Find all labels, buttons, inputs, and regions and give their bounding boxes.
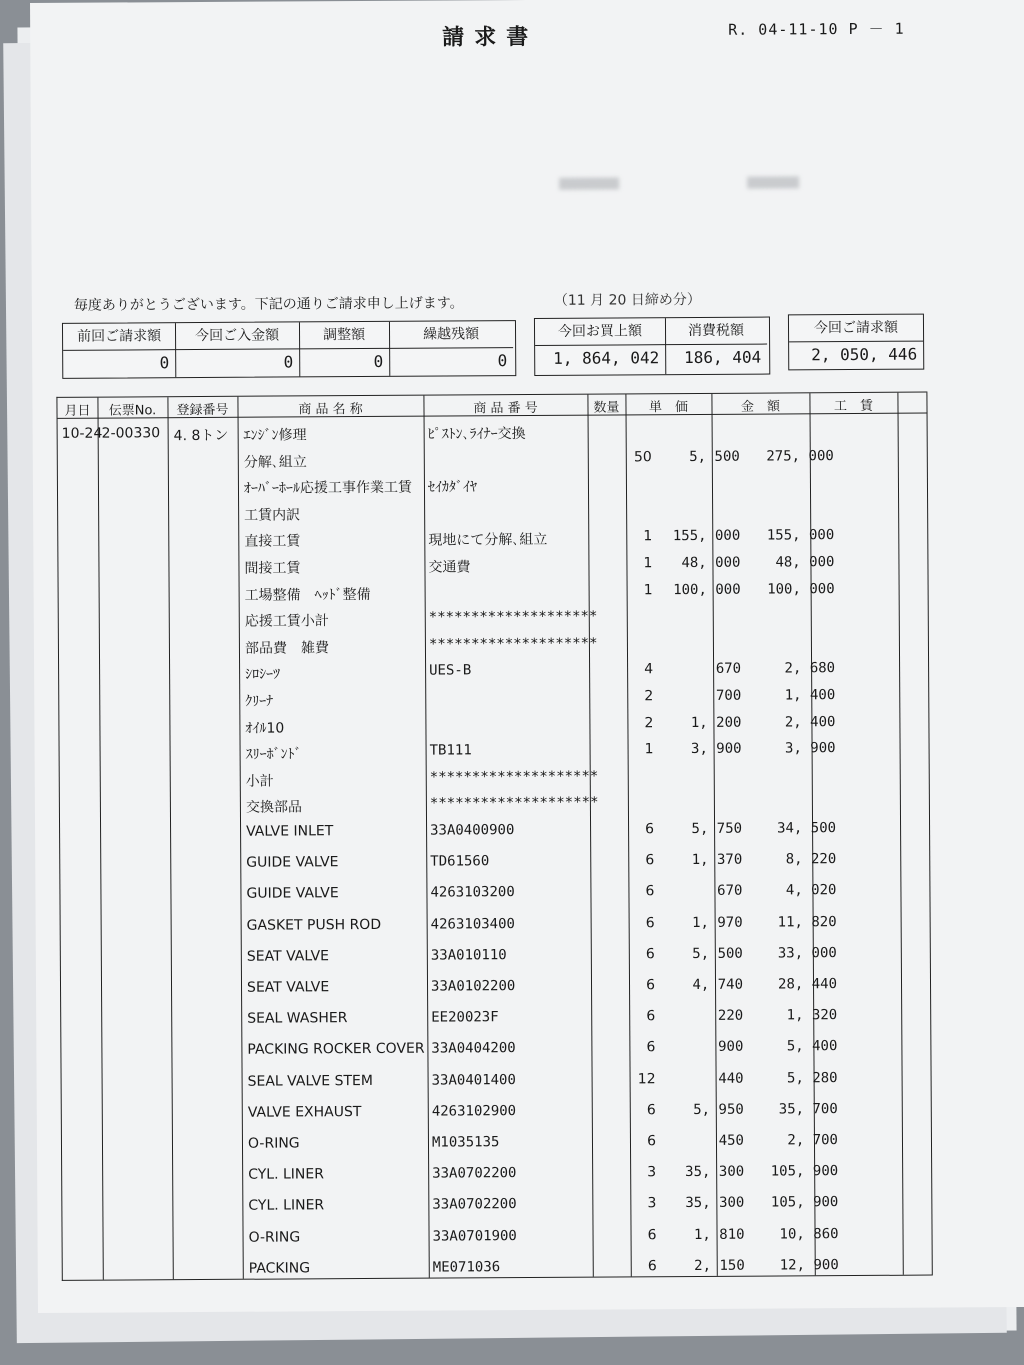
cell-amount: 8, 220: [785, 851, 837, 868]
table-row: [62, 1096, 932, 1127]
cell-price: 1, 370: [691, 851, 743, 869]
cell-name: CYL. LINER: [248, 1166, 324, 1183]
cell-code: ｾｲｶﾀﾞｲﾔ: [427, 479, 478, 496]
cell-qty: 1: [643, 555, 653, 572]
cell-amount: 3, 900: [784, 740, 836, 757]
cell-amount: 155, 000: [766, 527, 835, 544]
cell-amount: 33, 000: [777, 944, 837, 962]
cell-code: 現地にて分解､組立: [428, 532, 548, 550]
cell-amount: [744, 474, 834, 475]
col-qty: 数量: [593, 400, 620, 416]
cell-amount: 28, 440: [777, 976, 838, 993]
cell-price: 5, 950: [693, 1101, 744, 1118]
payment-received-cell: 今回ご入金額 0: [175, 322, 300, 377]
cell-price: 670: [717, 883, 743, 900]
cell-amount: 34, 500: [777, 820, 837, 837]
cell-amount: [746, 767, 836, 768]
cell-name: 応援工賃小計: [244, 613, 329, 630]
cell-name: 工賃内訳: [244, 507, 301, 524]
cell-name: ｽﾘｰﾎﾞﾝﾄﾞ: [245, 746, 302, 763]
cell-price: 35, 300: [685, 1163, 745, 1181]
cell-qty: 1: [643, 581, 653, 598]
cell-qty: 6: [645, 946, 655, 963]
cell-amount: 48, 000: [775, 554, 835, 571]
cell-code: 33A010110: [430, 946, 507, 964]
balance-summary: [62, 320, 516, 379]
cell-name: O-RING: [247, 1135, 300, 1152]
cell-code: ********************: [429, 768, 599, 786]
issue-date-page: R. 04-11-10 P － 1: [728, 19, 905, 39]
table-row: [61, 1034, 931, 1065]
cell-amount: 35, 700: [778, 1100, 838, 1118]
col-code: 商 品 番 号: [473, 400, 538, 417]
cell-slip: 2-00330: [101, 425, 161, 442]
cell-qty: 6: [645, 914, 655, 931]
invoice-page: [30, 0, 1024, 1313]
cell-name: ｼﾛｼｰﾂ: [245, 666, 281, 684]
cell-price: [659, 635, 741, 636]
previous-billing-cell: 前回ご請求額 0: [63, 323, 176, 378]
closing-note: （11 月 20 日締め分）: [553, 291, 701, 309]
cell-qty: 6: [647, 1226, 657, 1243]
cell-code: 33A0702200: [432, 1196, 517, 1213]
document-title: 請求書: [442, 24, 539, 51]
cell-amount: 2, 400: [784, 713, 836, 731]
cell-amount: 11, 820: [777, 913, 837, 931]
cell-qty: 6: [646, 977, 656, 994]
cell-qty: 6: [647, 1258, 657, 1275]
cell-name: ｴﾝｼﾞﾝ修理: [243, 427, 307, 444]
cell-amount: 1, 400: [784, 687, 836, 704]
carried-balance-cell: 繰越残額 0: [389, 321, 513, 376]
cell-qty: 2: [644, 714, 654, 731]
cell-name: VALVE EXHAUST: [247, 1103, 362, 1121]
cell-code: 33A0404200: [431, 1040, 516, 1057]
table-row: [62, 1159, 932, 1190]
cell-name: 小計: [245, 773, 274, 790]
cell-price: 4, 740: [692, 976, 744, 994]
cell-qty: 1: [643, 528, 653, 545]
cell-code: ********************: [429, 794, 599, 812]
cell-price: 1, 970: [692, 914, 743, 931]
cell-name: GUIDE VALVE: [246, 854, 339, 871]
cell-name: 分解､組立: [243, 453, 307, 471]
cell-qty: 1: [644, 741, 654, 758]
table-header: [57, 393, 927, 419]
cell-price: 48, 000: [681, 554, 741, 572]
table-row: [61, 972, 931, 1003]
cell-code: 33A0401400: [431, 1071, 516, 1089]
cell-amount: 1, 320: [786, 1007, 838, 1024]
cell-amount: 105, 900: [770, 1194, 839, 1211]
cell-code: M1035135: [431, 1134, 500, 1151]
table-row: [63, 1252, 933, 1283]
cell-code: ********************: [428, 635, 598, 653]
cell-price: [658, 475, 740, 476]
cell-code: 33A0400900: [430, 822, 515, 839]
cell-name: O-RING: [248, 1229, 301, 1246]
table-row: [62, 1128, 932, 1159]
table-row: [61, 1003, 931, 1034]
cell-qty: 6: [646, 1102, 656, 1119]
cell-price: 5, 500: [692, 945, 743, 962]
cell-amount: 12, 900: [779, 1256, 839, 1274]
cell-code: 33A0701900: [432, 1227, 517, 1245]
cell-qty: 4: [644, 661, 654, 678]
cell-price: 450: [718, 1132, 745, 1149]
cell-price: 2, 150: [694, 1257, 745, 1274]
cell-amount: 105, 900: [770, 1163, 839, 1180]
table-row: [60, 816, 930, 847]
cell-qty: 6: [645, 883, 655, 900]
col-slip: 伝票No.: [108, 403, 157, 419]
cell-amount: 2, 680: [784, 660, 836, 677]
cell-amount: 275, 000: [766, 447, 834, 465]
table-row: [60, 847, 930, 878]
cell-price: 100, 000: [673, 581, 741, 598]
cell-price: 220: [717, 1007, 744, 1025]
cell-reg: 4. 8トン: [173, 427, 229, 445]
cell-price: [658, 502, 740, 503]
cell-amount: 4, 020: [785, 882, 837, 899]
cell-amount: [745, 607, 835, 608]
cell-qty: 6: [646, 1008, 656, 1025]
cell-name: ｸﾘｰﾅ: [245, 693, 274, 710]
cell-name: GUIDE VALVE: [246, 885, 339, 903]
cell-name: SEAT VALVE: [246, 979, 330, 996]
cell-qty: 6: [645, 852, 655, 869]
cell-name: VALVE INLET: [246, 823, 334, 840]
col-date: 月日: [64, 403, 91, 419]
table-row: [61, 909, 931, 940]
cell-qty: 6: [645, 821, 655, 838]
cell-price: 155, 000: [672, 528, 741, 545]
cell-code: 4263102900: [431, 1102, 517, 1120]
cell-qty: 6: [646, 1039, 656, 1056]
cell-amount: 2, 700: [787, 1132, 839, 1149]
redacted-text: [559, 177, 619, 189]
cell-code: ME071036: [432, 1258, 501, 1276]
adjustment-cell: 調整額 0: [299, 322, 390, 377]
cell-amount: [744, 501, 834, 502]
cell-name: PACKING: [248, 1260, 311, 1277]
cell-name: 工場整備 ﾍｯﾄﾞ整備: [244, 586, 371, 604]
cell-price: 1, 810: [693, 1226, 745, 1243]
cell-name: PACKING ROCKER COVER: [247, 1041, 425, 1059]
cell-qty: 3: [647, 1195, 657, 1212]
table-row: [62, 1065, 932, 1096]
table-row: [61, 940, 931, 971]
cell-code: 交通費: [428, 559, 471, 576]
cell-price: 5, 750: [691, 820, 743, 838]
cell-name: SEAT VALVE: [246, 948, 330, 965]
cell-qty: 3: [647, 1164, 657, 1181]
cell-price: 670: [715, 661, 742, 678]
greeting-text: 毎度ありがとうございます。下記の通りご請求申し上げます。: [73, 295, 464, 314]
cell-name: CYL. LINER: [248, 1197, 325, 1215]
cell-code: TB111: [429, 742, 472, 759]
current-billing-box: [788, 314, 924, 371]
cell-amount: [744, 421, 834, 422]
purchase-summary: [534, 317, 770, 376]
cell-amount: 100, 000: [767, 580, 835, 598]
cell-price: 900: [718, 1039, 744, 1056]
cell-name: 部品費 雑費: [244, 640, 330, 657]
cell-amount: [745, 634, 835, 635]
cell-price: [659, 608, 741, 609]
cell-amount: 10, 860: [779, 1225, 839, 1243]
cell-name: SEAL WASHER: [247, 1010, 348, 1027]
current-billing-label: 今回ご請求額: [789, 315, 923, 343]
table-row: [62, 1221, 932, 1252]
cell-code: 33A0102200: [430, 978, 516, 995]
col-name: 商 品 名 称: [298, 402, 363, 418]
cell-amount: 5, 280: [786, 1069, 838, 1087]
cell-price: 5, 500: [689, 448, 740, 465]
invoice-line-table: [56, 392, 932, 1281]
cell-name: ｵｲﾙ10: [245, 720, 285, 737]
cell-price: [660, 767, 742, 768]
cell-qty: 12: [637, 1070, 656, 1087]
cell-code: TD61560: [430, 853, 490, 870]
col-labor: 工 賃: [833, 398, 874, 415]
consumption-tax-cell: 消費税額 186, 404: [665, 318, 767, 375]
cell-code: ﾋﾟｽﾄﾝ､ﾗｲﾅｰ交換: [427, 426, 526, 443]
col-price: 単 価: [648, 400, 689, 416]
cell-price: 35, 300: [685, 1195, 745, 1212]
cell-code: UES-B: [429, 662, 472, 680]
cell-qty: 50: [633, 448, 652, 465]
cell-name: ｵｰﾊﾞｰﾎｰﾙ応援工事作業工賃: [243, 479, 413, 497]
col-amount: 金 額: [740, 399, 781, 415]
cell-name: 間接工賃: [244, 560, 301, 577]
cell-code: EE20023F: [431, 1009, 499, 1026]
cell-code: 4263103200: [430, 884, 515, 901]
cell-price: 3, 900: [690, 740, 742, 758]
cell-price: 1, 200: [690, 714, 742, 731]
cell-date: 10-24: [61, 425, 103, 442]
table-row: [60, 878, 930, 909]
cell-price: 440: [718, 1070, 744, 1087]
purchase-amount-cell: 今回お買上額 1, 864, 042: [535, 318, 666, 375]
cell-code: 33A0702200: [432, 1165, 517, 1182]
cell-price: [660, 794, 742, 795]
cell-amount: [746, 794, 836, 795]
cell-name: 直接工賃: [244, 533, 301, 551]
cell-code: ********************: [428, 608, 598, 626]
cell-name: GASKET PUSH ROD: [246, 916, 382, 934]
redacted-text: [747, 176, 799, 188]
cell-code: 4263103400: [430, 915, 515, 933]
col-reg: 登録番号: [176, 402, 229, 419]
table-row: [62, 1190, 932, 1221]
cell-price: [658, 422, 740, 423]
cell-name: 交換部品: [245, 799, 302, 817]
cell-amount: 5, 400: [786, 1038, 838, 1055]
cell-qty: 2: [644, 688, 654, 705]
cell-name: SEAL VALVE STEM: [247, 1072, 373, 1090]
cell-qty: 6: [647, 1133, 657, 1150]
cell-price: 700: [715, 687, 742, 704]
current-billing-value: 2, 050, 446: [811, 344, 918, 365]
